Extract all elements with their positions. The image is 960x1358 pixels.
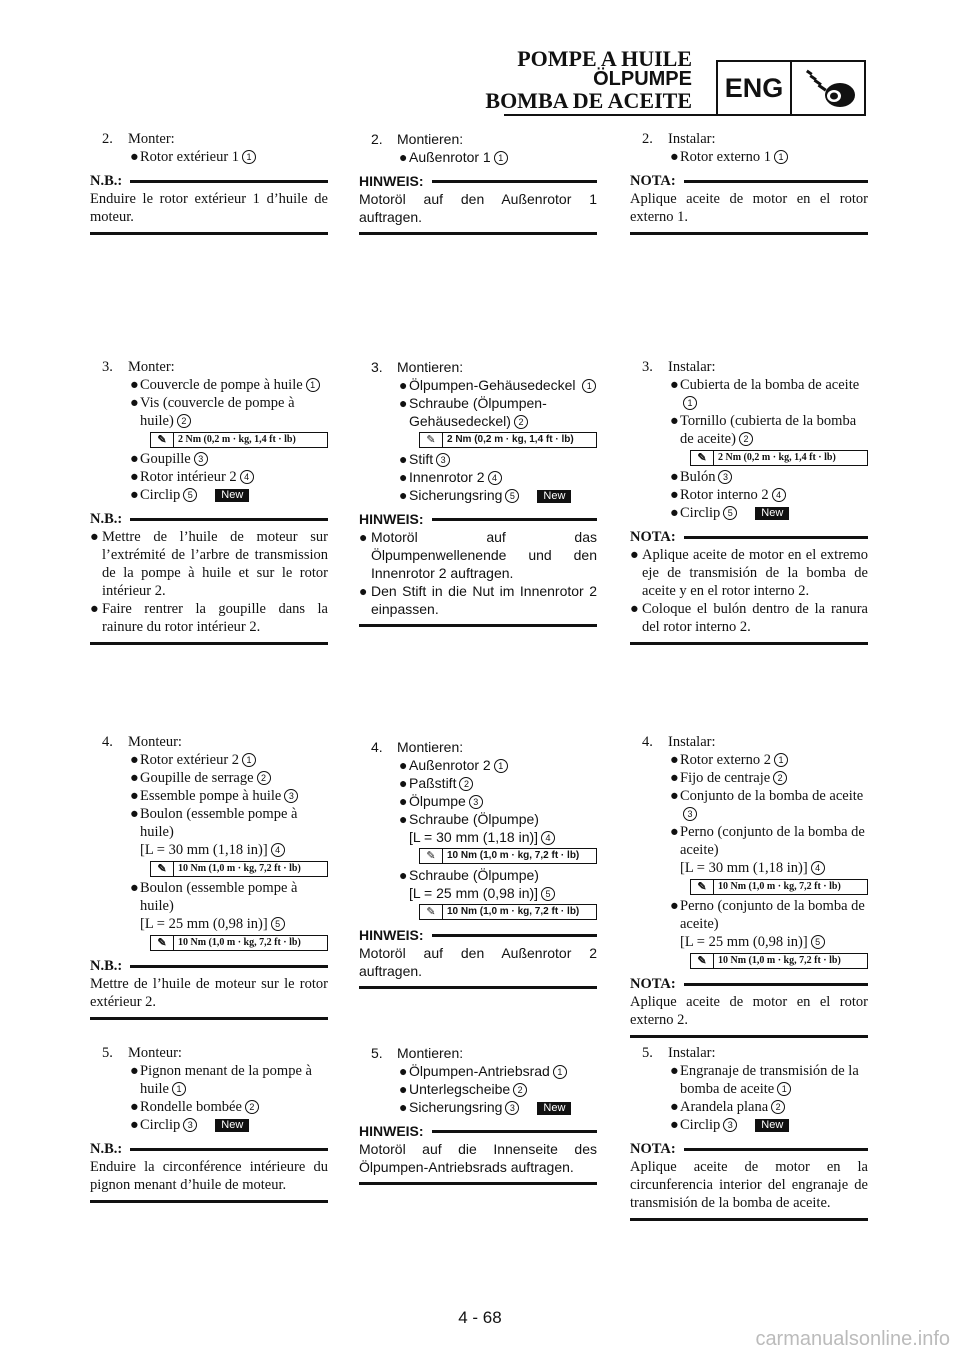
note-text: ● Mettre de l’huile de moteur sur l’extrémité de l’arbre de transmission de la pompe à huile et sur le rotor intérieur 2. [90, 529, 328, 599]
torque-spec: ✎ 10 Nm (1,0 m · kg, 7,2 ft · lb) [419, 848, 597, 864]
list-item: ● Bulón 3 [630, 468, 868, 486]
list-item: ● Essemble pompe à huile 3 [90, 787, 328, 805]
de-step3: 3. Montieren: ● Ölpumpen-Gehäusedeckel 1 ● Schraube (Ölpumpen-Gehäusedeckel) 2 ✎ 2 Nm (0,2 m · kg, 1,4 ft · lb) ● Stift 3 ● Innenrotor 2 4 ● Sicherungsring 5 New HINWEIS: ● Motoröl auf das Ölpumpenwellenende und den Innenrotor 2 auftragen. ● Den Stift in die Nut im Innenrotor 2 einpassen. [359, 358, 597, 627]
fr-step2: 2. Monter: ● Rotor extérieur 1 1 N.B.: Enduire le rotor extérieur 1 d’huile de moteur. [90, 130, 328, 235]
list-item: ● Engranaje de transmisión de la bomba de aceite 1 [670, 1063, 859, 1097]
list-item: ● Stift 3 [359, 450, 597, 468]
torque-spec: ✎ 2 Nm (0,2 m · kg, 1,4 ft · lb) [150, 432, 328, 448]
list-item: ● Circlip 5 New [90, 486, 328, 504]
note-label: N.B.: [90, 173, 123, 189]
note-text: Enduire le rotor extérieur 1 d’huile de moteur. [90, 191, 328, 225]
list-item: ● Perno (conjunto de la bomba de aceite) [670, 824, 865, 858]
es-step3: 3. Instalar: ● Cubierta de la bomba de aceite 1 ● Tornillo (cubierta de la bomba de aceite) 2 ✎ 2 Nm (0,2 m · kg, 1,4 ft · lb) ● Bulón 3 ● Rotor interno 2 4 ● Circlip 5 New NOTA: ● Aplique aceite de motor en el extremo eje de transmisión de la bomba de aceite y en el rotor interno 2. ● Coloque el bulón dentro de la ranura del rotor interno 2. [630, 358, 868, 645]
wrench-icon: ✎ [420, 905, 443, 919]
note-text: Aplique aceite de motor en el rotor externo 1. [630, 191, 868, 225]
list-item: ● Boulon (essemble pompe à huile) [130, 880, 298, 914]
note-text: ● Motoröl auf das Ölpumpenwellenende und den Innenrotor 2 auftragen. [359, 529, 597, 581]
note-text: Motoröl auf die Innenseite des Ölpumpen-Antriebsrads auftragen. [359, 1141, 597, 1175]
note-label: NOTA: [630, 173, 676, 189]
wrench-icon: ✎ [151, 936, 174, 950]
list-item: ● Rondelle bombée 2 [90, 1098, 328, 1116]
list-item: ● Schraube (Ölpumpe) [399, 867, 539, 883]
wrench-icon: ✎ [420, 849, 443, 863]
torque-spec: ✎ 2 Nm (0,2 m · kg, 1,4 ft · lb) [419, 432, 597, 448]
wrench-icon: ✎ [420, 433, 443, 447]
list-item: ● Rotor externo 2 1 [630, 751, 868, 769]
list-item: ● Ölpumpen-Gehäusedeckel 1 [359, 376, 597, 394]
new-badge: New [215, 489, 249, 502]
note-label: NOTA: [630, 1141, 676, 1157]
note-text: Enduire la circonférence intérieure du pignon menant d’huile de moteur. [90, 1159, 328, 1193]
note-label: NOTA: [630, 529, 676, 545]
list-item: ● Rotor interno 2 4 [630, 486, 868, 504]
list-item: ● Außenrotor 2 1 [359, 756, 597, 774]
list-item: ● Conjunto de la bomba de aceite 3 [670, 788, 864, 819]
torque-spec: ✎ 10 Nm (1,0 m · kg, 7,2 ft · lb) [690, 953, 868, 969]
new-badge: New [755, 1119, 789, 1132]
list-item: ● Circlip 5 New [630, 504, 868, 522]
section-badge [716, 60, 866, 116]
page-number: 4 - 68 [458, 1308, 502, 1327]
wrench-icon: ✎ [691, 954, 714, 968]
torque-spec: ✎ 10 Nm (1,0 m · kg, 7,2 ft · lb) [150, 861, 328, 877]
list-item: ● Arandela plana 2 [630, 1098, 868, 1116]
fr-step4: 4. Monteur: ● Rotor extérieur 2 1 ● Goupille de serrage 2 ● Essemble pompe à huile 3 ● Boulon (essemble pompe à huile) [L = 30 mm (1,18 in)] 4 ✎ 10 Nm (1,0 m · kg, 7,2 ft · lb) ● Boulon (essemble pompe à huile) [L = 25 mm (0,98 in)] 5 ✎ 10 Nm (1,0 m · kg, 7,2 ft · lb) N.B.: Mettre de l’huile de moteur sur le rotor extérieur 2. [90, 733, 328, 1020]
de-step2: 2. Montieren: ● Außenrotor 1 1 HINWEIS: Motoröl auf den Außenrotor 1 auftragen. [359, 130, 597, 235]
list-item: ● Circlip 3 New [630, 1116, 868, 1134]
es-step2: 2. Instalar: ● Rotor externo 1 1 NOTA: Aplique aceite de motor en el rotor externo 1. [630, 130, 868, 235]
note-label: HINWEIS: [359, 173, 424, 189]
note-label: N.B.: [90, 511, 123, 527]
list-item: ● Außenrotor 1 1 [359, 148, 597, 166]
list-item: ● Sicherungsring 3 New [359, 1098, 597, 1116]
wrench-icon: ✎ [151, 862, 174, 876]
section-label: ENG [718, 62, 792, 114]
new-badge: New [537, 490, 571, 503]
note-text: Motoröl auf den Außenrotor 2 auftragen. [359, 945, 597, 979]
list-item: ● Sicherungsring 5 New [359, 486, 597, 504]
engine-icon [792, 62, 864, 114]
list-item: ● Schraube (Ölpumpe) [399, 811, 539, 827]
note-label: NOTA: [630, 976, 676, 992]
note-label: HINWEIS: [359, 927, 424, 943]
title-es: BOMBA DE ACEITE [485, 88, 692, 113]
list-item: ● Goupille de serrage 2 [90, 769, 328, 787]
note-label: HINWEIS: [359, 1123, 424, 1139]
wrench-icon: ✎ [151, 433, 174, 447]
note-label: N.B.: [90, 958, 123, 974]
de-step4: 4. Montieren: ● Außenrotor 2 1 ● Paßstift 2 ● Ölpumpe 3 ● Schraube (Ölpumpe) [L = 30 mm (1,18 in)] 4 ✎ 10 Nm (1,0 m · kg, 7,2 ft · lb) ● Schraube (Ölpumpe) [L = 25 mm (0,98 in)] 5 ✎ 10 Nm (1,0 m · kg, 7,2 ft · lb) HINWEIS: Motoröl auf den Außenrotor 2 auftragen. [359, 738, 597, 989]
torque-spec: ✎ 10 Nm (1,0 m · kg, 7,2 ft · lb) [419, 904, 597, 920]
torque-spec: ✎ 10 Nm (1,0 m · kg, 7,2 ft · lb) [690, 879, 868, 895]
fr-step3: 3. Monter: ● Couvercle de pompe à huile 1 ● Vis (couvercle de pompe à huile) 2 ✎ 2 Nm (0,2 m · kg, 1,4 ft · lb) ● Goupille 3 ● Rotor intérieur 2 4 ● Circlip 5 New N.B.: ● Mettre de l’huile de moteur sur l’extrémité de l’arbre de transmission de la pompe à huile et sur le rotor intérieur 2. ● Faire rentrer la goupille dans la rainure du rotor intérieur 2. [90, 358, 328, 645]
title-fr: POMPE A HUILE [517, 46, 692, 71]
list-item: ● Rotor intérieur 2 4 [90, 468, 328, 486]
list-item: ● Cubierta de la bomba de aceite 1 [670, 377, 860, 408]
list-item: ● Ölpumpen-Antriebsrad 1 [359, 1062, 597, 1080]
page-header-titles [485, 48, 692, 111]
list-item: ● Rotor extérieur 1 1 [90, 148, 328, 166]
list-item: ● Pignon menant de la pompe à huile 1 [130, 1063, 312, 1097]
es-step5: 5. Instalar: ● Engranaje de transmisión de la bomba de aceite 1 ● Arandela plana 2 ● Circlip 3 New NOTA: Aplique aceite de motor en la circunferencia interior del engranaje de transmisión de la bomba de aceite. [630, 1044, 868, 1221]
list-item: ● Circlip 3 New [90, 1116, 328, 1134]
list-item: ● Goupille 3 [90, 450, 328, 468]
note-text: Aplique aceite de motor en el rotor externo 2. [630, 994, 868, 1028]
new-badge: New [755, 507, 789, 520]
note-label: HINWEIS: [359, 511, 424, 527]
wrench-icon: ✎ [691, 451, 714, 465]
note-text: ● Den Stift in die Nut im Innenrotor 2 einpassen. [359, 583, 597, 617]
list-item: ● Fijo de centraje 2 [630, 769, 868, 787]
es-step4: 4. Instalar: ● Rotor externo 2 1 ● Fijo de centraje 2 ● Conjunto de la bomba de aceite 3 ● Perno (conjunto de la bomba de aceite) [L = 30 mm (1,18 in)] 4 ✎ 10 Nm (1,0 m · kg, 7,2 ft · lb) ● Perno (conjunto de la bomba de aceite) [L = 25 mm (0,98 in)] 5 ✎ 10 Nm (1,0 m · kg, 7,2 ft · lb) NOTA: Aplique aceite de motor en el rotor externo 2. [630, 733, 868, 1038]
wrench-icon: ✎ [691, 880, 714, 894]
list-item: ● Schraube (Ölpumpen-Gehäusedeckel) 2 [399, 395, 547, 429]
list-item: ● Ölpumpe 3 [359, 792, 597, 810]
note-text: Motoröl auf den Außenrotor 1 auftragen. [359, 191, 597, 225]
list-item: ● Tornillo (cubierta de la bomba de aceite) 2 [670, 413, 857, 447]
de-step5: 5. Montieren: ● Ölpumpen-Antriebsrad 1 ● Unterlegscheibe 2 ● Sicherungsring 3 New HINWEIS: Motoröl auf die Innenseite des Ölpumpen-Antriebsrads auftragen. [359, 1044, 597, 1185]
list-item: ● Innenrotor 2 4 [359, 468, 597, 486]
list-item: ● Rotor externo 1 1 [630, 148, 868, 166]
torque-spec: ✎ 2 Nm (0,2 m · kg, 1,4 ft · lb) [690, 450, 868, 466]
list-item: ● Rotor extérieur 2 1 [90, 751, 328, 769]
list-item: ● Paßstift 2 [359, 774, 597, 792]
list-item: ● Couvercle de pompe à huile 1 [90, 376, 328, 394]
torque-spec: ✎ 10 Nm (1,0 m · kg, 7,2 ft · lb) [150, 935, 328, 951]
list-item: ● Perno (conjunto de la bomba de aceite) [670, 898, 865, 932]
note-text: ● Faire rentrer la goupille dans la rainure du rotor intérieur 2. [90, 601, 328, 635]
fr-step5: 5. Monteur: ● Pignon menant de la pompe à huile 1 ● Rondelle bombée 2 ● Circlip 3 New N.B.: Enduire la circonférence intérieure du pignon menant d’huile de moteur. [90, 1044, 328, 1203]
note-label: N.B.: [90, 1141, 123, 1157]
note-text: Mettre de l’huile de moteur sur le rotor extérieur 2. [90, 976, 328, 1010]
list-item: ● Unterlegscheibe 2 [359, 1080, 597, 1098]
new-badge: New [215, 1119, 249, 1132]
note-text: ● Coloque el bulón dentro de la ranura del rotor interno 2. [630, 601, 868, 635]
new-badge: New [537, 1102, 571, 1115]
watermark: carmanualsonline.info [755, 1328, 950, 1350]
list-item: ● Boulon (essemble pompe à huile) [130, 806, 298, 840]
title-de: ÖLPUMPE [593, 68, 692, 90]
note-text: ● Aplique aceite de motor en el extremo eje de transmisión de la bomba de aceite y en el rotor interno 2. [630, 547, 868, 599]
note-text: Aplique aceite de motor en la circunferencia interior del engranaje de transmisión de la bomba de aceite. [630, 1159, 868, 1211]
list-item: ● Vis (couvercle de pompe à huile) 2 [130, 395, 295, 429]
